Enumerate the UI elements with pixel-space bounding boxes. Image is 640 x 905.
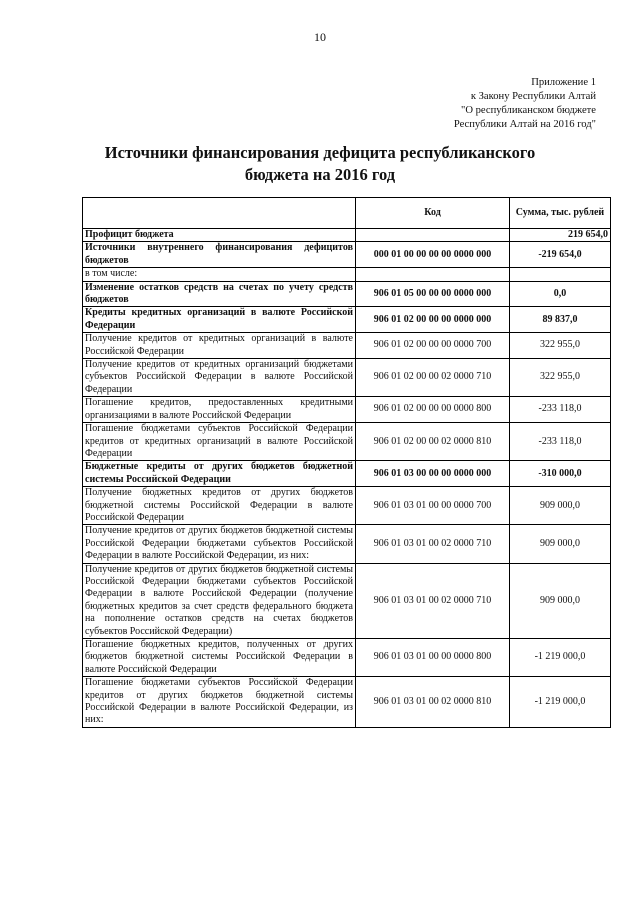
row-code-cell [356, 229, 510, 242]
row-name-cell: Кредиты кредитных организаций в валюте Российской Федерации [83, 307, 356, 333]
table-row [83, 677, 611, 728]
row-sum-cell: 89 837,0 [510, 307, 611, 333]
row-sum-cell: 909 000,0 [510, 487, 611, 525]
row-sum-cell: -233 118,0 [510, 423, 611, 461]
table-row [83, 423, 611, 461]
row-code-cell [356, 268, 510, 281]
row-name-cell: в том числе: [83, 268, 356, 281]
table-row [83, 268, 611, 281]
table-row [83, 359, 611, 397]
appendix-line: "О республиканском бюджете [461, 105, 596, 116]
row-code-cell: 906 01 02 00 00 02 0000 710 [356, 359, 510, 397]
row-code-cell: 906 01 02 00 00 00 0000 000 [356, 307, 510, 333]
row-name-cell: Погашение кредитов, предоставленных кредитными организациями в валюте Российской Федерации [83, 397, 356, 423]
appendix-line: Республики Алтай на 2016 год" [453, 119, 596, 130]
row-code-cell: 906 01 02 00 00 00 0000 700 [356, 333, 510, 359]
table-row [83, 307, 611, 333]
row-name-cell: Погашение бюджетами субъектов Российской Федерации кредитов от других бюджетов бюджетной системы Российской Федерации в валюте Российской Федерации, из них: [83, 677, 356, 728]
row-name-cell: Изменение остатков средств на счетах по учету средств бюджетов [83, 281, 356, 307]
row-sum-cell: -1 219 000,0 [510, 677, 611, 728]
row-code-cell: 906 01 03 01 00 02 0000 810 [356, 677, 510, 728]
table-row [83, 461, 611, 487]
header-name [83, 198, 356, 229]
row-code-cell: 906 01 02 00 00 00 0000 800 [356, 397, 510, 423]
title-line: бюджета на 2016 год [244, 165, 396, 184]
table-row [83, 525, 611, 563]
table-row [83, 487, 611, 525]
row-name-cell: Источники внутреннего финансирования дефицитов бюджетов [83, 242, 356, 268]
row-sum-cell: 909 000,0 [510, 525, 611, 563]
row-sum-cell: 322 955,0 [510, 333, 611, 359]
row-code-cell: 906 01 03 01 00 00 0000 700 [356, 487, 510, 525]
row-name-cell: Получение кредитов от других бюджетов бюджетной системы Российской Федерации бюджетами субъектов Российской Федерации в валюте Российской Федерации (получение бюджетных кредитов за счет средств федерального бюджета на пополнение остатков средств на счетах бюджетов субъектов Российской Федерации) [83, 563, 356, 638]
row-sum-cell: -219 654,0 [510, 242, 611, 268]
table-row [83, 242, 611, 268]
row-name-cell: Бюджетные кредиты от других бюджетов бюджетной системы Российской Федерации [83, 461, 356, 487]
row-code-cell: 906 01 03 01 00 02 0000 710 [356, 525, 510, 563]
row-code-cell: 906 01 03 00 00 00 0000 000 [356, 461, 510, 487]
row-sum-cell: 322 955,0 [510, 359, 611, 397]
row-sum-cell: -1 219 000,0 [510, 639, 611, 677]
header-sum: Сумма, тыс. рублей [510, 198, 611, 229]
row-sum-cell: 909 000,0 [510, 563, 611, 638]
table-row [83, 397, 611, 423]
appendix-line: к Закону Республики Алтай [470, 91, 596, 102]
row-name-cell: Погашение бюджетами субъектов Российской Федерации кредитов от кредитных организаций в валюте Российской Федерации [83, 423, 356, 461]
table-row [83, 333, 611, 359]
table-row [83, 639, 611, 677]
row-name-cell: Получение кредитов от кредитных организаций бюджетами субъектов Российской Федерации в валюте Российской Федерации [83, 359, 356, 397]
budget-sources-table [82, 197, 611, 728]
header-code: Код [356, 198, 510, 229]
table-row [83, 281, 611, 307]
row-sum-cell: 219 654,0 [510, 229, 611, 242]
table-body [83, 229, 611, 728]
appendix-line: Приложение 1 [531, 77, 596, 88]
table-header-row [83, 198, 611, 229]
table-row [83, 563, 611, 638]
appendix-reference [454, 76, 596, 132]
row-sum-cell: 0,0 [510, 281, 611, 307]
row-sum-cell [510, 268, 611, 281]
row-name-cell: Получение кредитов от кредитных организаций в валюте Российской Федерации [83, 333, 356, 359]
title-line: Источники финансирования дефицита республиканского [104, 143, 536, 162]
row-code-cell: 906 01 03 01 00 00 0000 800 [356, 639, 510, 677]
page-number: 10 [314, 30, 326, 44]
row-name-cell: Погашение бюджетных кредитов, полученных от других бюджетов бюджетной системы Российской Федерации в валюте Российской Федерации [83, 639, 356, 677]
row-name-cell: Профицит бюджета [83, 229, 356, 242]
row-sum-cell: -233 118,0 [510, 397, 611, 423]
row-code-cell: 906 01 02 00 00 02 0000 810 [356, 423, 510, 461]
row-name-cell: Получение бюджетных кредитов от других бюджетов бюджетной системы Российской Федерации в валюте Российской Федерации [83, 487, 356, 525]
table-row [83, 229, 611, 242]
row-code-cell: 000 01 00 00 00 00 0000 000 [356, 242, 510, 268]
row-code-cell: 906 01 05 00 00 00 0000 000 [356, 281, 510, 307]
row-sum-cell: -310 000,0 [510, 461, 611, 487]
document-title [80, 142, 560, 186]
row-code-cell: 906 01 03 01 00 02 0000 710 [356, 563, 510, 638]
row-name-cell: Получение кредитов от других бюджетов бюджетной системы Российской Федерации бюджетами субъектов Российской Федерации в валюте Российской Федерации, из них: [83, 525, 356, 563]
